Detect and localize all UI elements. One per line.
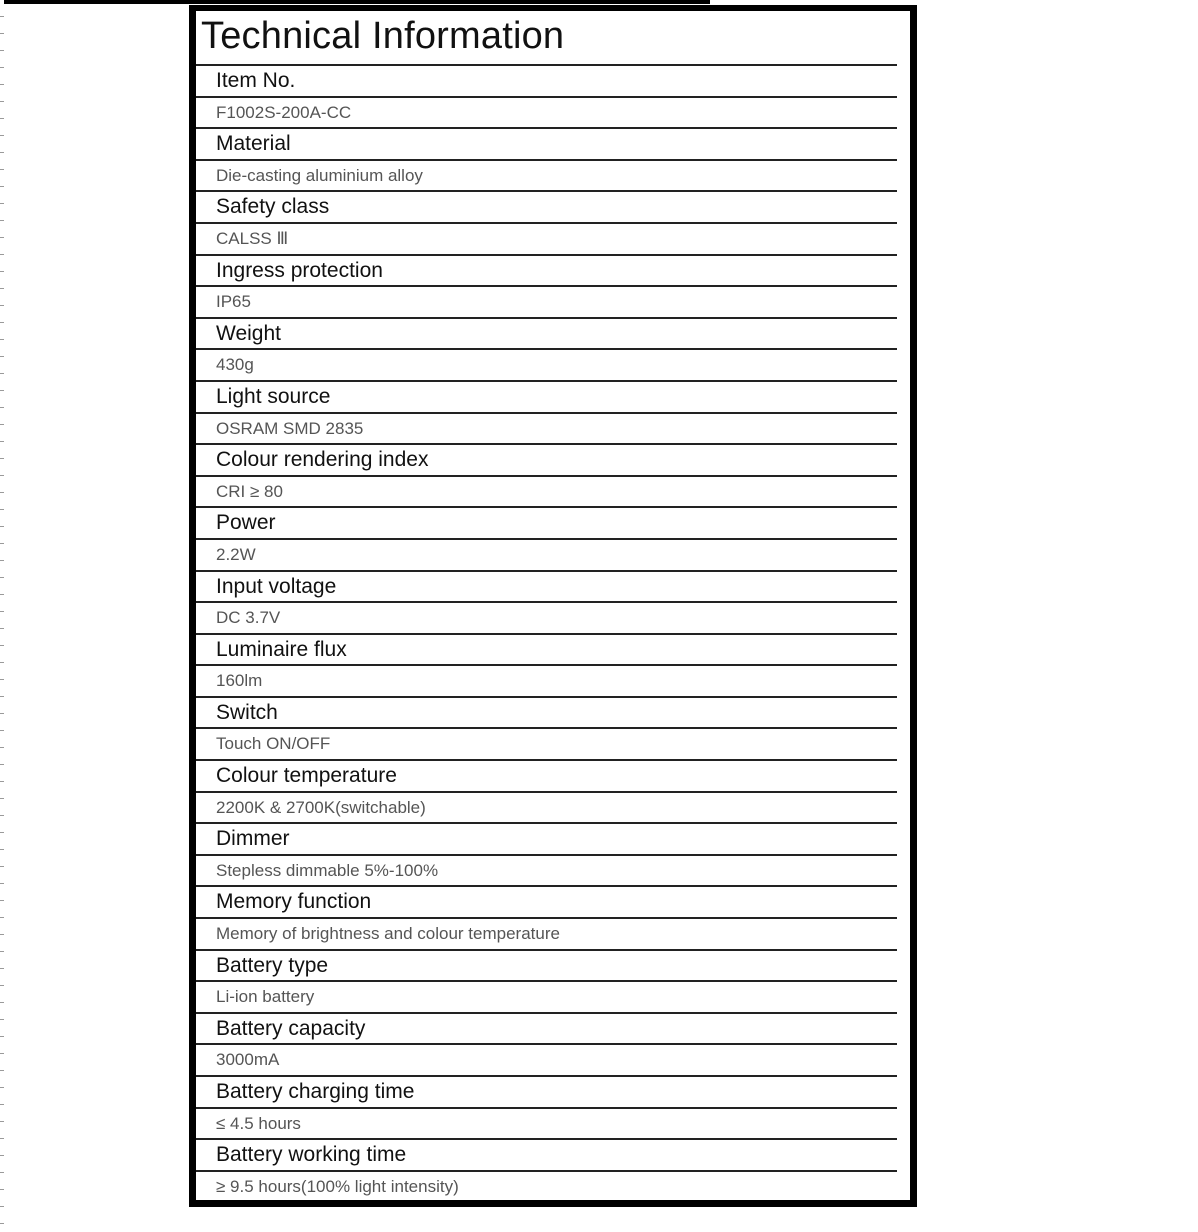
spec-label-luminaire-flux: Luminaire flux xyxy=(196,635,897,667)
spec-label-battery-capacity: Battery capacity xyxy=(196,1014,897,1046)
spec-value-colour-rendering-index: CRI ≥ 80 xyxy=(196,477,897,509)
spec-label-safety-class: Safety class xyxy=(196,192,897,224)
spec-label-battery-working-time: Battery working time xyxy=(196,1140,897,1172)
spec-label-battery-charging-time: Battery charging time xyxy=(196,1077,897,1109)
spec-label-weight: Weight xyxy=(196,319,897,351)
spec-label-dimmer: Dimmer xyxy=(196,824,897,856)
spec-value-battery-capacity: 3000mA xyxy=(196,1045,897,1077)
spec-value-switch: Touch ON/OFF xyxy=(196,729,897,761)
spec-sheet xyxy=(196,11,910,1200)
left-edge-marks xyxy=(0,0,4,1232)
spec-table xyxy=(196,66,897,1200)
spec-value-ingress-protection: IP65 xyxy=(196,287,897,319)
top-rule xyxy=(4,0,710,4)
spec-label-battery-type: Battery type xyxy=(196,951,897,983)
spec-value-battery-type: Li-ion battery xyxy=(196,982,897,1014)
spec-value-battery-charging-time: ≤ 4.5 hours xyxy=(196,1109,897,1141)
spec-label-ingress-protection: Ingress protection xyxy=(196,256,897,288)
spec-label-item-no: Item No. xyxy=(196,66,897,98)
spec-value-luminaire-flux: 160lm xyxy=(196,666,897,698)
spec-label-light-source: Light source xyxy=(196,382,897,414)
spec-value-material: Die-casting aluminium alloy xyxy=(196,161,897,193)
spec-label-power: Power xyxy=(196,508,897,540)
spec-label-memory-function: Memory function xyxy=(196,887,897,919)
spec-label-material: Material xyxy=(196,129,897,161)
spec-value-dimmer: Stepless dimmable 5%-100% xyxy=(196,856,897,888)
page-title: Technical Information xyxy=(201,15,565,57)
spec-value-colour-temperature: 2200K & 2700K(switchable) xyxy=(196,793,897,825)
spec-label-input-voltage: Input voltage xyxy=(196,572,897,604)
spec-value-safety-class: CALSS Ⅲ xyxy=(196,224,897,256)
spec-value-weight: 430g xyxy=(196,350,897,382)
spec-value-input-voltage: DC 3.7V xyxy=(196,603,897,635)
spec-value-light-source: OSRAM SMD 2835 xyxy=(196,414,897,446)
spec-value-item-no: F1002S-200A-CC xyxy=(196,98,897,130)
spec-label-colour-temperature: Colour temperature xyxy=(196,761,897,793)
spec-label-colour-rendering-index: Colour rendering index xyxy=(196,445,897,477)
spec-label-switch: Switch xyxy=(196,698,897,730)
spec-value-power: 2.2W xyxy=(196,540,897,572)
spec-value-memory-function: Memory of brightness and colour temperature xyxy=(196,919,897,951)
spec-value-battery-working-time: ≥ 9.5 hours(100% light intensity) xyxy=(196,1172,897,1200)
spec-sheet-frame xyxy=(189,5,917,1207)
